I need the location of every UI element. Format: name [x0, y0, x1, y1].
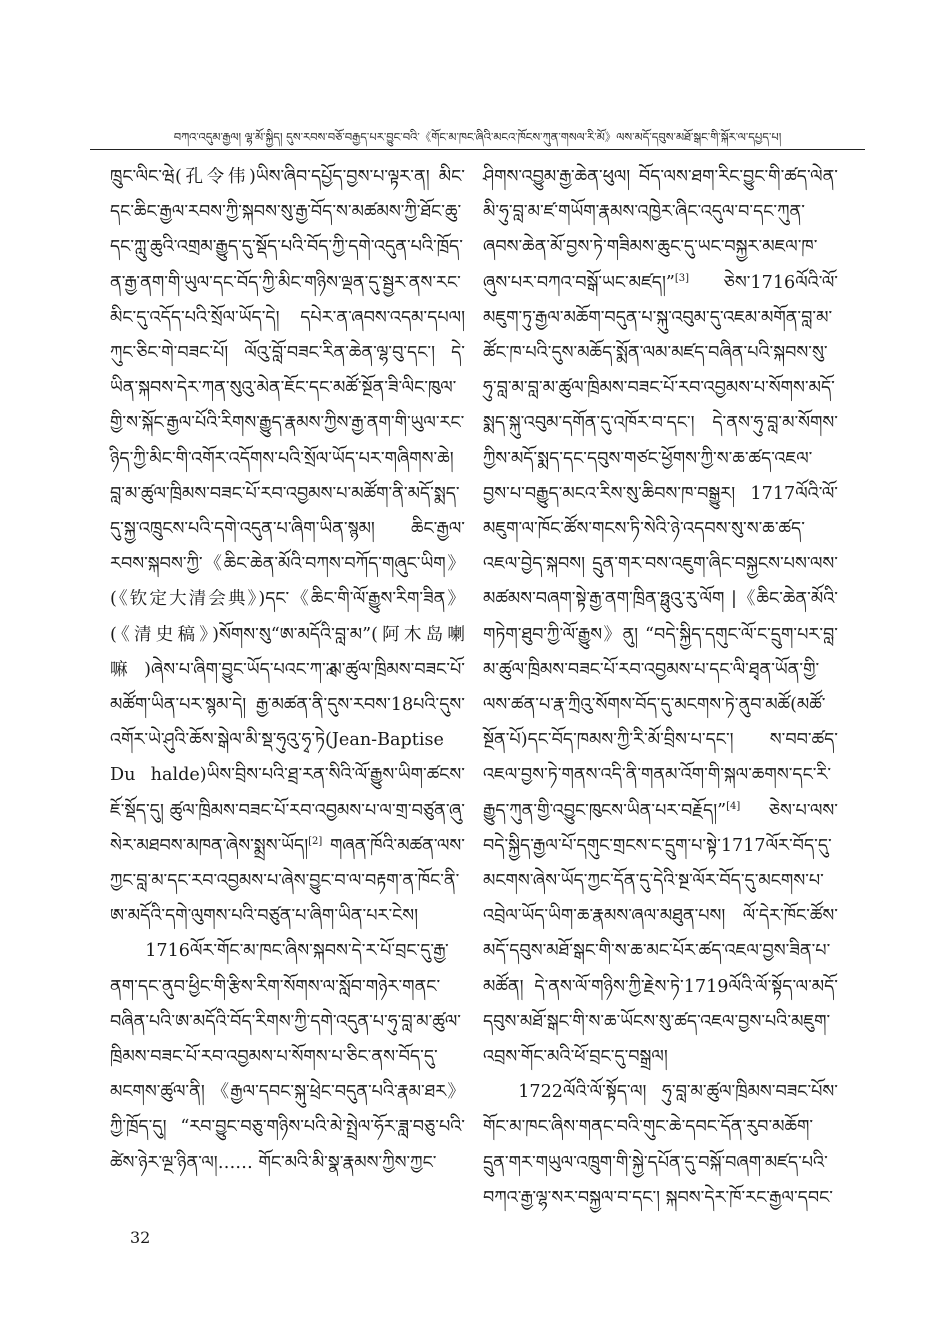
left-paragraph-1-text-b: བླ་མ་ཚུལ་ཁྲིམས་བཟང་པོ་རབ་འབྱམས་པ་མཚོག་ནི་མདོ་སྨད་དུ་སྐྱ་འཁྲུངས་པའི་དགེ་འདུན་པ་ཞིག་ཡིན་སྙམ། ཆིང་རྒྱལ་རབས་སྐབས་ཀྱི་《ཆིང་ཆེན་མོའི་བཀས་བཀོད་གཞུང་ཡིག》(《钦定大清会典》)དང་《ཆིང་གི་ལོ་རྒྱུས་རིག་ཟིན》(《清史稿》)སོགས་སུ“ཨ་མདོའི་བླ་མ”(阿木岛喇嘛)ཞེས་པ་ཞིག་བྱུང་ཡོད་པའང་ཀ་ླ་མ་ཚུལ་ཁྲིམས་བཟང་པོ་མཚོག་ཡིན་པར་སྙམ་དེ། རྒྱ་མཚན་ནི་དུས་རབས་18པའི་དུས་འགོར་ཡེ་ཤུའི་ཆོས་སྒེལ་མི་སྡ་ཧུའུ་ཧྭ་ཏེ(Jean-Baptise Du halde)ཡིས་བྲིས་པའི་ཐྲ་རན་སིའི་ལོ་རྒྱུས་ཡིག་ཚངས་ཇོ་སྡོད་དུ། ཚུལ་ཁྲིམས་བཟང་པོ་རབ་འབྱམས་པ་ལ་གྲ་བཙུན་ཞུ་སེར་མཐབས་མཁན་ཞེས་སྨྲས་ཡོད།: [110, 483, 465, 856]
page-number: 32: [130, 1228, 151, 1247]
right-paragraph-1: [483, 160, 838, 1075]
right-paragraph-2-text-b: ཅེས་པ་ལས་བདེ་སྐྱིད་རྒྱལ་པོ་དགུང་གྲངས་ང་དྲུག་པ་སྟེ་1717ལོར་བོད་དུ་མངགས་ཞེས་ཡོད་ཀྱང་དོན་དུ་དེའི་སྔ་ལོར་བོད་དུ་མངགས་པ་འབྲེལ་ཡོད་ཡིག་ཆ་རྣམས་ཞལ་མཐུན་པས། ལོ་དེར་ཁོང་ཚོས་མདོ་དབུས་མཐོ་སྒང་གི་ས་ཆ་མང་པོར་ཚད་འཇལ་བྱས་ཟིན་པ་མཚོན། དེ་ནས་ལོ་གཉིས་ཀྱི་རྗེས་ཏེ་1719ལོའི་ལོ་སྟོད་ལ་མདོ་དབུས་མཐོ་སྒང་གི་ས་ཆ་ཡོངས་སུ་ཚད་འཇལ་བྱས་པའི་མཇུག་འབྲས་གོང་མའི་ཕོ་བྲང་དུ་བསྒྲལ།: [483, 800, 838, 1068]
left-column: [110, 160, 465, 1181]
right-paragraph-1-text-b: ཅེས་1716ལོའི་ལོ་མཇུག་ཏུ་རྒྱལ་མཆོག་བདུན་པ་སྐུ་འབུམ་དུ་འཇམ་མགོན་བླ་མ་ཚོང་ཁ་པའི་དུས་མཆོད་སྨོན་ལམ་མཛད་བཞིན་པའི་སྐབས་སུ་ཧུ་བླ་མ་བླ་མ་ཚུལ་ཁྲིམས་བཟང་པོ་རབ་འབྱམས་པ་སོགས་མདོ་སྨད་སྐུ་འབུམ་དགོན་དུ་འཁོར་བ་དང་། དེ་ནས་ཧུ་བླ་མ་སོགས་ཀྱིས་མདོ་སྨད་དང་དབུས་གཙང་ཕྱོགས་ཀྱི་ས་ཆ་ཚད་འཇལ་བྱས་པ་བརྒྱུད་མངའ་རིས་སུ་ཆིབས་ཁ་བསྒྱུར། 1717ལོའི་ལོ་མཇུག་ལ་ཁོང་ཚོས་གངས་ཏི་སེའི་ཉེ་འདབས་སུ་ས་ཆ་ཚད་འཇལ་བྱེད་སྐབས། དྲུན་གར་བས་འཇུག་ཞིང་བསྐྱངས་པས་ལས་མཚམས་བཞག་སྟེ་རྒྱ་ནག་ཁྲིན་ཧྥུའུ་རུ་ལོག: [483, 272, 838, 610]
right-paragraph-1-text-a: ཤིགས་འབྱུམ་རྒྱ་ཆེན་ཕུལ། བོད་ལས་ཐག་རིང་བྱུང་གི་ཚད་ལེན་མི་ཧུ་བླ་མ་ཛ་གཡོག་རྣམས་འཁྱེར་ཞིང་འདུལ་བ་དང་ཀུན་ཞབས་ཆེན་མོ་བྱས་ཏེ་གཟིམས་ཆུང་དུ་ཡང་བསྐྱར་མཇལ་ཁ་ཞུས་པར་བཀའ་བསྒོ་ཡང་མཛད།”: [483, 167, 838, 293]
left-paragraph-2: 1716ལོར་གོང་མ་ཁང་ཞིས་སྐབས་དེ་ར་པོ་བྲང་དུ་རྒྱ་ནག་དང་ནུབ་ཕྱིང་གི་རྩིས་རིག་སོགས་ལ་སློབ་གཉེར་གནང་བཞིན་པའི་ཨ་མདོའི་བོད་རིགས་ཀྱི་དགེ་འདུན་པ་ཧུ་བླ་མ་ཚུལ་ཁྲིམས་བཟང་པོ་རབ་འབྱམས་པ་སོགས་པ་ཅིང་ནས་བོད་དུ་མངགས་ཚུལ་ནི། 《རྒྱལ་དབང་སྐུ་ཕྲེང་བདུན་པའི་རྣམ་ཐར》ཀྱི་ཁྲོད་དུ། “རབ་བྱུང་བཅུ་གཉིས་པའི་མེ་སྤྲེལ་ཧོར་ཟླ་བཅུ་པའི་ཚེས་ཉེར་ལྔ་ཉིན་ལ།…… གོང་མའི་མི་སྣ་རྣམས་ཀྱིས་ཀྱང་: [110, 941, 465, 1173]
footnote-ref-3[interactable]: [3]: [674, 272, 690, 284]
footnote-ref-4[interactable]: [4]: [726, 800, 741, 812]
left-paragraph-1-text-a: ཁྲུང་ལིང་ཝེ(孔令伟)ཡིས་ཞིབ་དཔྱོད་བྱས་པ་ལྟར་ན། མིང་དང་ཆིང་རྒྱལ་རབས་ཀྱི་སྐབས་སུ་རྒྱ་བོད་ས་མཚམས་ཀྱི་ཐོང་ཆུ་དང་ཀླུ་ཆུའི་འགྲམ་རྒྱུད་དུ་སྡོད་པའི་བོད་ཀྱི་དགེ་འདུན་པའི་ཁྲོད་ན་རྒྱ་ནག་གི་ཡུལ་དང་བོད་ཀྱི་མིང་གཉིས་ལྡན་དུ་སྦྱར་ནས་རང་མིང་དུ་འདོད་པའི་སྲོལ་ཡོད་དེ། དཔེར་ན་ཞབས་འདམ་དཔལ། ཀུང་ཅིང་གེ་བཟང་པོ། ལོའུ་བློ་བཟང་རིན་ཆེན་ལྷ་བུ་དང་། དེ་ཡིན་སྐབས་དེར་ཀན་སུའུ་མེན་ཇོང་དང་མཚོ་སྔོན་ཟི་ལིང་ཁུལ་གྱི་ས་སྐོང་རྒྱལ་པོའི་རིགས་རྒྱུད་རྣམས་ཀྱིས་རྒྱ་ནག་གི་ཡུལ་རང་ཉིད་ཀྱི་མིང་གི་འགོར་འདོགས་པའི་སྲོལ་ཡོད་པར་གཞིགས་ཆེ།: [110, 167, 465, 469]
left-paragraph-1-text-c: གཞན་ཁོའི་མཚན་ལས་ཀྱང་བླ་མ་དང་རབ་འབྱམས་པ་ཞེས་བྱུང་བ་ལ་བརྟག་ན་ཁོང་ནི་ཨ་མདོའི་དགེ་ལུགས་པའི་བཙུན་པ་ཞིག་ཡིན་པར་ངེས།: [110, 835, 465, 927]
right-paragraph-3: 1722ལོའི་ལོ་སྟོད་ལ། ཧུ་བླ་མ་ཚུལ་ཁྲིམས་བཟང་པོས་གོང་མ་ཁང་ཞིས་གནང་བའི་གུང་ཆེ་དབང་དོན་རུབ་མཆོག་དྲུན་གར་གཡུལ་འཁྲུག་གི་སྐྱེ་དཔོན་དུ་བསྐོ་བཞག་མཛད་པའི་བཀའ་རྒྱ་ལྷ་སར་བསྐྱལ་བ་དང་། སྐབས་དེར་ཁོ་རང་རྒྱལ་དབང་: [483, 1082, 838, 1208]
right-column: [483, 160, 838, 1216]
running-header: བཀའ་འདུམ་རྒྱལ། ལྷ་མོ་སྐྱིད། དུས་རབས་བཅོ་བརྒྱད་པར་བྱུང་བའི་《གོང་མ་ཁང་ཞིའི་མངའ་ཁོངས་ཀུན་གསལ་རི་མོ》ལས་མདོ་དབུས་མཐོ་སྒང་གི་སྐོར་ལ་དཔྱད་པ།: [90, 128, 865, 150]
right-paragraph-2-text-a: |《ཆིང་ཆེན་མོའི་གཏེག་ཐུབ་ཀྱི་ལོ་རྒྱུས》ནུ། “བདེ་སྐྱིད་དགུང་ལོ་ང་དྲུག་པར་བླ་མ་ཚུལ་ཁྲིམས་བཟང་པོ་རབ་འབྱམས་པ་དང་ལི་ཐྭན་ཡོན་གྱི་ལས་ཚན་པ་རྣ་ཀྲིའུ་སོགས་བོད་དུ་མངགས་ཏེ་ནུབ་མཚོ(མཚོ་སྔོན་པོ)དང་བོད་ཁམས་ཀྱི་རི་མོ་བྲིས་པ་དང་། ས་བབ་ཚད་འཇལ་བྱས་ཏེ་གནས་འདི་ནི་གནམ་འོག་གི་སྐལ་ཆགས་དང་རི་རྒྱུད་ཀུན་གྱི་འབྱུང་ཁུངས་ཡིན་པར་བརྗོད།”: [483, 589, 838, 821]
footnote-ref-2[interactable]: [2]: [308, 836, 323, 847]
left-paragraph-1: [110, 160, 465, 934]
